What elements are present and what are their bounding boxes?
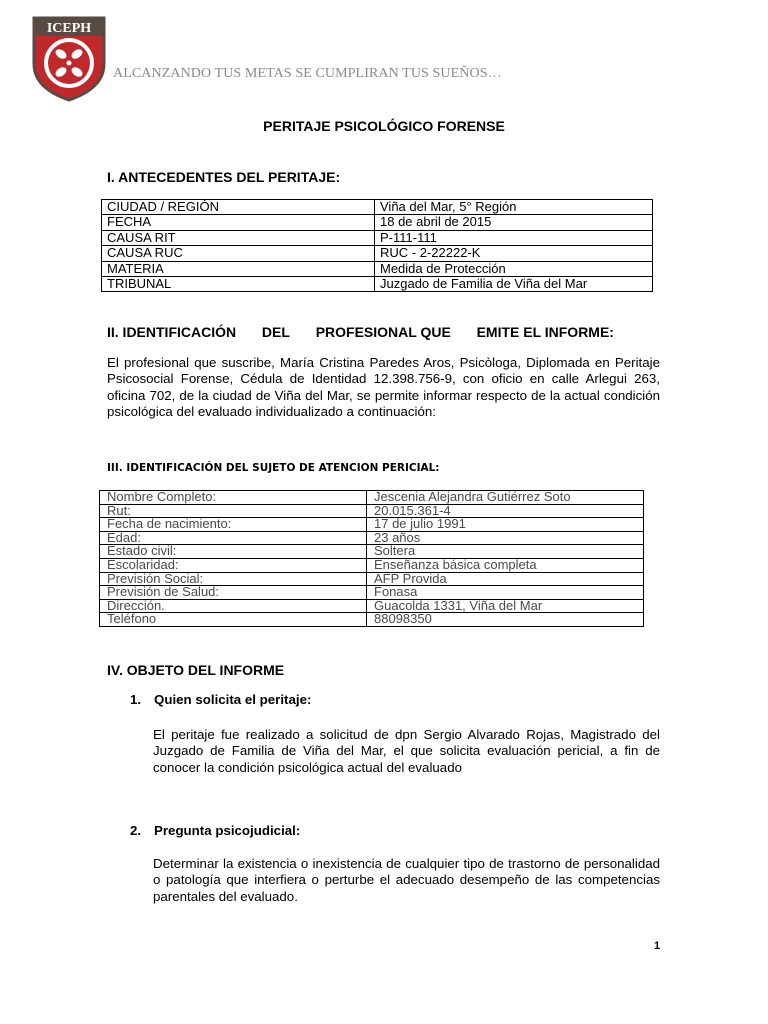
row-value: Fonasa [367, 586, 644, 600]
item-2-heading [130, 823, 300, 838]
heading-part: EMITE EL INFORME: [476, 324, 614, 340]
slogan: ALCANZANDO TUS METAS SE CUMPLIRAN TUS SUEÑOS… [113, 66, 502, 81]
row-value: Enseñanza básica completa [367, 558, 644, 572]
row-label: CAUSA RIT [102, 230, 375, 245]
professional-paragraph: El profesional que suscribe, María Cristina Paredes Aros, Psicòloga, Diplomada en Peritaje Psicosocial Forense, Cédula de Identidad 12.398.756-9, con oficio en calle Arlegui 263, oficina 702, de la ciudad de Viña del Mar, se permite informar respecto de la actual condición psicológica del evaluado individualizado a continuación: [107, 355, 660, 419]
document-title: PERITAJE PSICOLÓGICO FORENSE [263, 118, 505, 134]
item-number: 1. [130, 692, 142, 707]
section-3-heading: III. IDENTIFICACIÓN DEL SUJETO DE ATENCION PERICIAL: [107, 462, 440, 474]
row-label: CAUSA RUC [102, 246, 375, 261]
table-row [100, 518, 644, 532]
row-label: Fecha de nacimiento: [100, 518, 367, 532]
row-value: Guacolda 1331, Viña del Mar [367, 599, 644, 613]
row-label: Edad: [100, 531, 367, 545]
iceph-logo [32, 16, 106, 102]
row-label: Rut: [100, 504, 367, 518]
row-label: Dirección. [100, 599, 367, 613]
section-2-heading [107, 324, 614, 340]
item-number: 2. [130, 823, 142, 838]
antecedentes-table [101, 199, 653, 292]
item-title: Quien solicita el peritaje: [154, 692, 312, 707]
table-row [100, 545, 644, 559]
row-value: Jescenia Alejandra Gutiérrez Soto [367, 491, 644, 505]
table-row [100, 491, 644, 505]
row-label: Estado civil: [100, 545, 367, 559]
sujeto-table [99, 490, 644, 627]
page-number: 1 [654, 940, 661, 952]
row-label: CIUDAD / REGIÓN [102, 200, 375, 215]
item-1-text: El peritaje fue realizado a solicitud de dpn Sergio Alvarado Rojas, Magistrado del Juzgado de Familia de Viña del Mar, el que solicita evaluación pericial, a fin de conocer la condición psicológica actual del evaluado [153, 727, 660, 775]
row-value: Medida de Protección [375, 261, 653, 276]
row-label: MATERIA [102, 261, 375, 276]
row-value: RUC - 2-22222-K [375, 246, 653, 261]
item-2-text: Determinar la existencia o inexistencia de cualquier tipo de trastorno de personalidad o patología que interfiera o perturbe el adecuado desempeño de las competencias parentales del evaluado. [153, 856, 660, 904]
table-row [102, 246, 653, 261]
table-row [102, 230, 653, 245]
table-row [102, 200, 653, 215]
table-row [100, 599, 644, 613]
row-value: 88098350 [367, 613, 644, 627]
item-1-heading [130, 692, 311, 707]
row-value: 17 de julio 1991 [367, 518, 644, 532]
table-row [100, 613, 644, 627]
row-label: Previsión de Salud: [100, 586, 367, 600]
table-row [102, 261, 653, 276]
section-4-heading: IV. OBJETO DEL INFORME [107, 662, 285, 678]
row-value: 18 de abril de 2015 [375, 215, 653, 230]
row-value: 20.015.361-4 [367, 504, 644, 518]
table-row [100, 586, 644, 600]
row-value: 23 años [367, 531, 644, 545]
row-value: AFP Provida [367, 572, 644, 586]
logo-text: ICEPH [46, 21, 92, 36]
row-label: Teléfono [100, 613, 367, 627]
table-row [100, 531, 644, 545]
row-value: P-111-111 [375, 230, 653, 245]
heading-part: PROFESIONAL QUE [315, 324, 451, 340]
row-label: Escolaridad: [100, 558, 367, 572]
table-row [102, 277, 653, 292]
section-1-heading: I. ANTECEDENTES DEL PERITAJE: [107, 169, 341, 185]
row-value: Juzgado de Familia de Viña del Mar [375, 277, 653, 292]
row-label: FECHA [102, 215, 375, 230]
row-label: Previsión Social: [100, 572, 367, 586]
row-label: Nombre Completo: [100, 491, 367, 505]
row-value: Viña del Mar, 5° Región [375, 200, 653, 215]
table-row [102, 215, 653, 230]
row-value: Soltera [367, 545, 644, 559]
item-title: Pregunta psicojudicial: [154, 823, 301, 838]
heading-part: II. IDENTIFICACIÓN [107, 324, 237, 340]
heading-part: DEL [261, 324, 290, 340]
row-label: TRIBUNAL [102, 277, 375, 292]
